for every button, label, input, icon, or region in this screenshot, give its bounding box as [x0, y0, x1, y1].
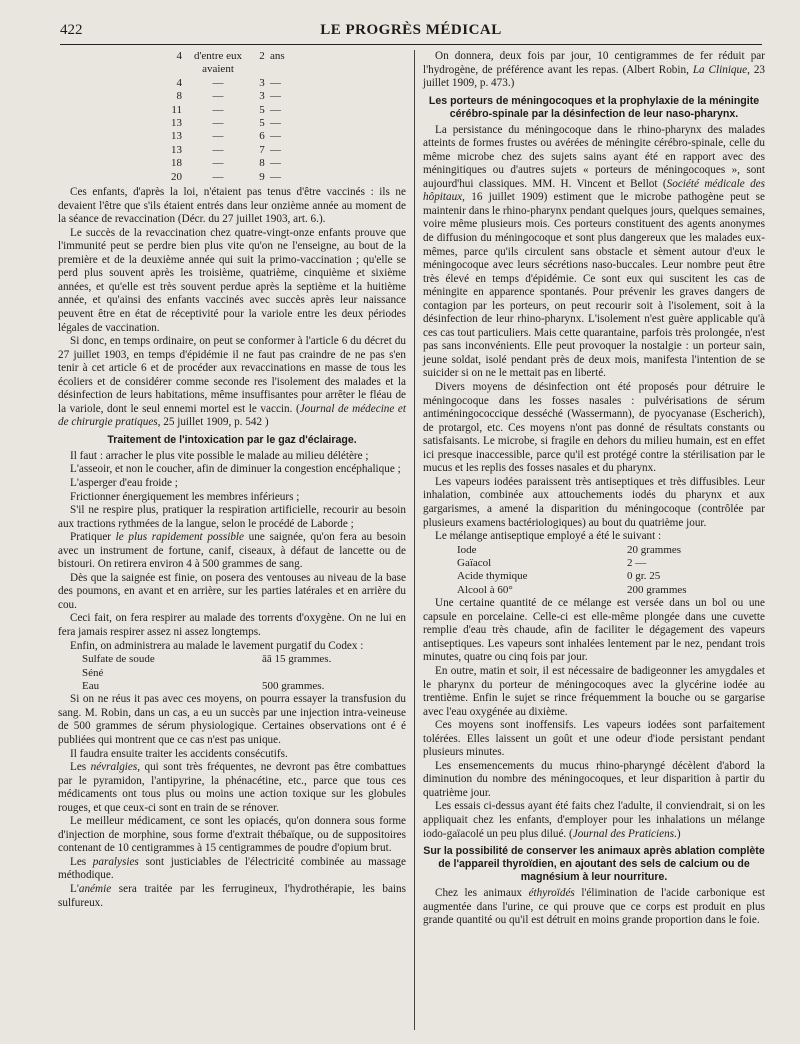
left-column — [58, 50, 406, 910]
paragraph: Le succès de la revaccination chez quatre-vingt-onze enfants prouve que l'immunité peut se perdre bien plus vite qu'on ne l'enseigne, au bout de la première et de la deuxième année qui suit la primo-vaccination ; qu'elle se perd plus souvent après les troisième, quatrième, cinquième et sixième années, et qu'elle est très souvent perdue après la septième et la huitième année, et qu'ainsi des enfants vaccinés avec succès après leur naissance peuvent être en état de réceptivité pour la variole entre les deux périodes légales de vaccination. — [58, 226, 406, 334]
page-header — [60, 22, 762, 46]
section-heading: Les porteurs de méningocoques et la prophylaxie de la méningite cérébro-spinale par la désinfection de leur naso-pharynx. — [428, 94, 760, 120]
paragraph: Ces moyens sont inoffensifs. Les vapeurs iodées sont parfaitement tolérées. Elles laissent un goût et une odeur d'iode persistant pendant plusieurs minutes. — [423, 719, 765, 759]
paragraph: En outre, matin et soir, il est nécessaire de badigeonner les amygdales et le pharynx du porteur de méningocoques avec la glycérine iodée au trentième. Enfin le sujet se rince fréquemment la bouche ou se gargarise avec l'eau oxygénée au dixième. — [423, 664, 765, 718]
antiseptic-mixture — [457, 544, 765, 598]
mix-item: Acide thymique — [457, 570, 528, 583]
section-heading: Sur la possibilité de conserver les animaux après ablation complète de l'appareil thyroïdien, en ajoutant des sels de calcium ou de magnésium à leur nourriture. — [423, 845, 765, 884]
paragraph: Il faut : arracher le plus vite possible le malade au milieu délétère ; — [70, 449, 369, 462]
paragraph: Divers moyens de désinfection ont été proposés pour détruire le méningocoque dans les fosses nasales : pulvérisations de sérum antiméningococcique desséché (Wassermann), de pyocyanase (Escherich), de protargol, etc. Ces moyens n'ont pas donné de résultats constants ou satisfaisants. Le microbe, si fragile en dehors du milieu humain, est en effet ici presque inaccessible, parce qu'il est protégé contre la stérilisation par le mucus et les replis des fosses nasales et du pharynx. — [423, 381, 765, 475]
page-number: 422 — [60, 22, 83, 38]
paragraph: Frictionner énergiquement les membres inférieurs ; — [70, 490, 300, 503]
mix-dose: 20 grammes — [627, 543, 682, 556]
mix-item: Gaïacol — [457, 557, 492, 569]
paragraph: On donnera, deux fois par jour, 10 centigrammes de fer réduit par l'hydrogène, de préférence avant les repas. (Albert Robin, La Clinique, 23 juillet 1909, p. 473.) — [423, 50, 766, 90]
paragraph: Le mélange antiseptique employé a été le suivant : — [435, 530, 662, 543]
paragraph: Il faudra ensuite traiter les accidents consécutifs. — [70, 747, 288, 760]
rx-item: Eau — [82, 679, 100, 692]
paragraph: Les essais ci-dessus ayant été faits chez l'adulte, il conviendrait, si on les appliquait chez les enfants, d'employer pour les inhalations un mélange iodo-gaïacolé un peu plus dilué. (Journal des Praticiens.) — [423, 800, 765, 840]
column-divider — [414, 50, 415, 1030]
paragraph: Si on ne réus it pas avec ces moyens, on pourra essayer la transfusion du sang. M. Robin, dans un cas, a eu un succès par une injection intra-veineuse de 500 grammes de sérum physiologique. Certaines observations ont é é publiées qui montrent que ce cas n'est pas unique. — [58, 693, 406, 746]
paragraph: Si donc, en temps ordinaire, on peut se conformer à l'article 6 du décret du 27 juillet 1903, en temps d'épidémie il ne faut pas craindre de ne pas s'en tenir à cet article 6 et de procéder aux revaccinations en masse de tous les écoliers et de considérer comme seconde res l'isolement des malades et la désinfection de leurs habitations, même insuffisantes pour arrêter le fléau de la variole, dont le seul ennemi mortel est le vaccin. (Journal de médecine et de chirurgie pratiques, 25 juillet 1909, p. 542 ) — [58, 335, 406, 429]
paragraph: Les névralgies, qui sont très fréquentes, ne devront pas être combattues par le pyramidon, l'antipyrine, la phénacétine, etc., parce que tous ces médicaments ont tous plus ou moins une action toxique sur les globules rouges, et que ceux-ci sont en train de se rénover. — [58, 761, 406, 814]
paragraph: Les ensemencements du mucus rhino-pharyngé décèlent d'abord la diminution du nombre des méningocoques, et leur disparition à partir du quatrième jour. — [423, 759, 765, 799]
rx-dose: āā 15 grammes. — [262, 653, 332, 666]
paragraph: Les paralysies sont justiciables de l'électricité combinée au massage méthodique. — [58, 855, 406, 882]
rx-item: Séné — [82, 666, 104, 679]
section-heading: Traitement de l'intoxication par le gaz d'éclairage. — [107, 433, 357, 446]
paragraph: L'asseoir, et non le coucher, afin de diminuer la congestion encéphalique ; — [70, 463, 401, 476]
mix-item: Alcool à 60° — [457, 583, 513, 596]
mix-dose: 200 grammes — [627, 583, 687, 596]
paragraph: Le meilleur médicament, ce sont les opiacés, qu'on donnera sous forme d'injection de morphine, sous forme d'extrait thébaïque, ou de suppositoires contenant de 10 centigrammes à 15 centigrammes de poudre d'opium brut. — [58, 815, 406, 855]
vaccination-table: 4 d'entre eux avaient 2 ans 4 — 3 — 8 — 3 — 11 — 5 — 13 — 5 — 13 — 6 — 13 — 7 — 18 — 8 — 20 — 9 — — [171, 50, 285, 183]
mix-dose: 2 — — [627, 557, 647, 569]
prescription — [82, 653, 406, 693]
mix-dose: 0 gr. 25 — [627, 570, 661, 583]
paragraph: Une certaine quantité de ce mélange est versée dans un bol ou une capsule en porcelaine. Celle-ci est elle-même plongée dans une cuvette remplie d'eau très chaude, afin de faciliter le dégagement des vapeurs antiseptiques. Les vapeurs sont inhalées lentement par le nez, pendant trois minutes, quatre ou cinq fois par jour. — [423, 597, 765, 664]
paragraph: L'asperger d'eau froide ; — [70, 477, 178, 489]
header-rule — [60, 44, 762, 45]
journal-title: LE PROGRÈS MÉDICAL — [320, 22, 502, 38]
paragraph: S'il ne respire plus, pratiquer la respiration artificielle, recourir au besoin aux tractions rythmées de la langue, selon le procédé de Laborde ; — [58, 504, 406, 530]
paragraph: Dès que la saignée est finie, on posera des ventouses au niveau de la base des poumons, en avant et en arrière, sur les parties latérales et en arrière du cou. — [58, 571, 406, 611]
mix-item: Iode — [457, 543, 477, 556]
paragraph: L'anémie sera traitée par les ferrugineux, l'hydrothérapie, les bains sulfureux. — [58, 882, 406, 909]
paragraph: Ces enfants, d'après la loi, n'étaient pas tenus d'être vaccinés : ils ne devaient l'être que s'ils étaient entrés dans leur onzième année au moment de la séance de revaccination (Décr. du 27 juillet 1903, art. 6.). — [58, 186, 406, 226]
rx-dose: 500 grammes. — [262, 679, 325, 692]
paragraph: Pratiquer le plus rapidement possible une saignée, qu'on fera au besoin avec un instrument de fortune, canif, ciseaux, à défaut de lancette ou de bistouri. On retirera environ 4 à 500 grammes de sang. — [58, 531, 406, 571]
paragraph: Chez les animaux éthyroïdés l'élimination de l'acide carbonique est augmentée dans l'urine, ce qui prouve que ce corps est produit en plus grande quantité ou qu'il est détruit en moins grande proportion dans le foie. — [423, 887, 765, 927]
paragraph: La persistance du méningocoque dans le rhino-pharynx des malades atteints de formes frustes ou avérées de méningite cérébro-spinale, celle du même microbe chez des sujets sains ayant été en rapport avec des méningitiques ou d'autres sujets « porteurs de méningocoques », sont aujourd'hui classiques. MM. H. Vincent et Bellot (Société médicale des hôpitaux, 16 juillet 1909) estiment que le microbe pathogène peut se maintenir dans le rhino-pharynx pendant quelques jours, quelques semaines, voire même plusieurs mois. Ces porteurs constituent des agents anonymes de diffusion du méningocoque et sont plus dangereux que les malades eux-mêmes, parce qu'ils circulent sans obstacle et sèment autour d'eux le méningocoque avec leurs sécrétions naso-buccales. Leur nombre peut être très élevé en temps d'épidémie. Ce sont eux qui suscitent les cas de méningite en apparence spontanés. Pour prévenir les graves dangers de contagion par les porteurs, on peut recourir soit à l'isolement, soit à la désinfection de leur rhino-pharynx. L'isolement n'est guère applicable qu'à ces cas tout particuliers. Mais cette quarantaine, parfois très prolongée, n'est pas sans inconvénients. Elle peut provoquer la nostalgie : un porteur sain, jeune soldat, isolé pendant près de deux mois, manifesta l'intention de se suicider si on ne le mettait pas en liberté. — [423, 123, 765, 380]
paragraph: Enfin, on administrera au malade le lavement purgatif du Codex : — [70, 639, 364, 652]
paragraph: Ceci fait, on fera respirer au malade des torrents d'oxygène. On ne lui en fera jamais respirer assez ni assez longtemps. — [58, 612, 406, 639]
right-column — [423, 50, 765, 928]
paragraph: Les vapeurs iodées paraissent très antiseptiques et très diffusibles. Leur inhalation, combinée aux attouchements iodés du pharynx et aux gargarismes, a amené la disparition du méningocoque (contrôlée par plusieurs examens bactériologiques) au bout du quatrième jour. — [423, 475, 765, 529]
rx-item: Sulfate de soude — [82, 653, 155, 666]
